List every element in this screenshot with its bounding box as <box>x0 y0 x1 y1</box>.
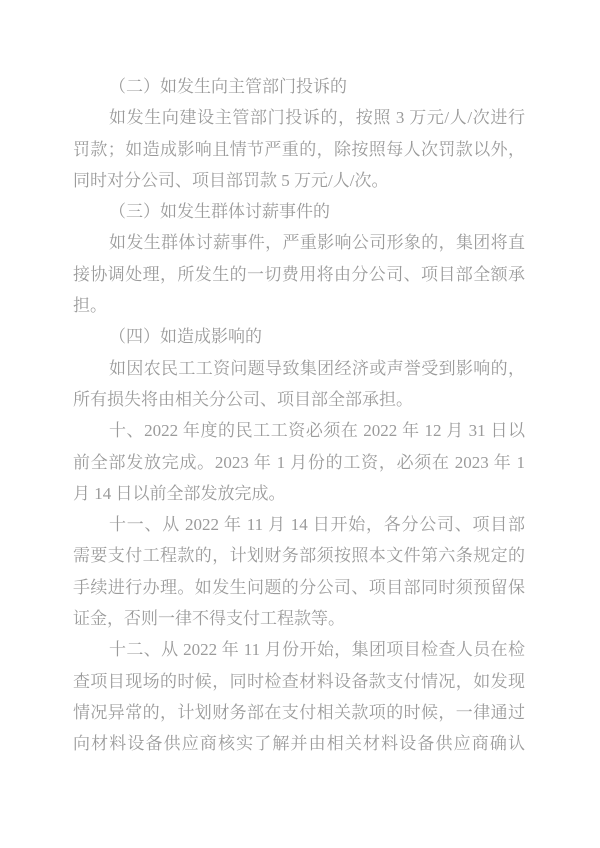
text-line: 接协调处理，所发生的一切费用将由分公司、项目部全额承 <box>73 264 525 284</box>
text-line: 同时对分公司、项目部罚款 5 万元/人/次。 <box>73 170 389 190</box>
text-line: （二）如发生向主管部门投诉的 <box>109 77 347 96</box>
text-line: 十一、从 2022 年 11 月 14 日开始，各分公司、项目部 <box>109 515 525 535</box>
text-line: （三）如发生群体讨薪事件的 <box>109 202 330 222</box>
text-line: 需要支付工程款的，计划财务部须按照本文件第六条规定的 <box>73 546 525 566</box>
text-line: 所有损失将由相关分公司、项目部全部承担。 <box>73 389 413 409</box>
text-line: 罚款；如造成影响且情节严重的，除按照每人次罚款以外， <box>73 139 525 159</box>
text-line: 查项目现场的时候，同时检查材料设备款支付情况，如发现 <box>73 671 525 691</box>
text-line: 如因农民工工资问题导致集团经济或声誉受到影响的， <box>109 358 525 378</box>
document-body <box>73 71 525 760</box>
text-line: 向材料设备供应商核实了解并由相关材料设备供应商确认 <box>73 734 525 754</box>
text-line: 手续进行办理。如发生问题的分公司、项目部同时须预留保 <box>73 577 525 597</box>
text-line: 前全部发放完成。2023 年 1 月份的工资，必须在 2023 年 1 <box>73 452 525 472</box>
text-line: 如发生向建设主管部门投诉的，按照 3 万元/人/次进行 <box>109 108 525 128</box>
text-line: 十二、从 2022 年 11 月份开始，集团项目检查人员在检 <box>109 640 525 660</box>
text-line: 月 14 日以前全部发放完成。 <box>73 483 286 503</box>
text-line: （四）如造成影响的 <box>109 327 262 347</box>
text-line: 如发生群体讨薪事件，严重影响公司形象的，集团将直 <box>109 233 525 253</box>
text-line: 证金，否则一律不得支付工程款等。 <box>73 609 345 629</box>
text-line: 担。 <box>73 296 107 316</box>
text-line: 十、2022 年度的民工工资必须在 2022 年 12 月 31 日以 <box>109 421 525 441</box>
text-line: 情况异常的，计划财务部在支付相关款项的时候，一律通过 <box>73 702 525 722</box>
